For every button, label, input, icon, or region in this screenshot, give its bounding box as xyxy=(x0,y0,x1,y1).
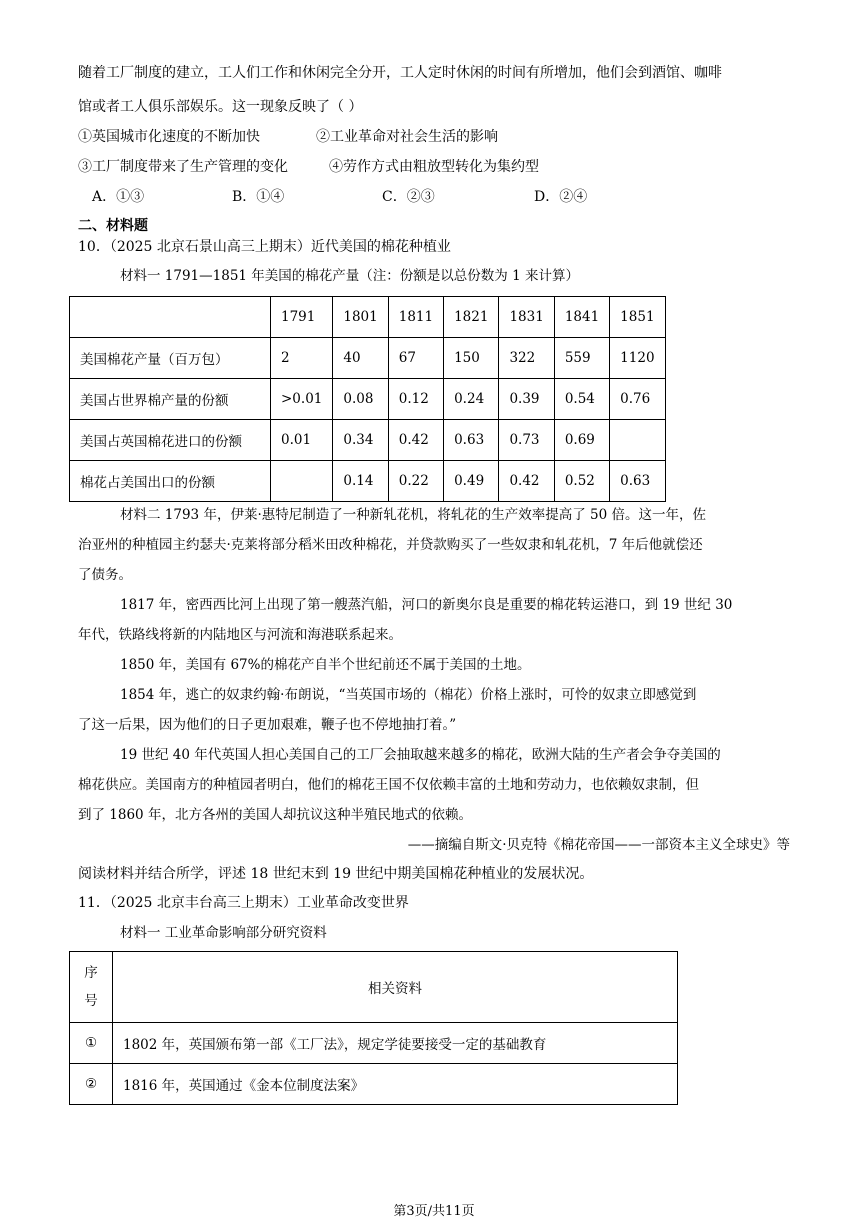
q10-m2-line4: 1817 年，密西西比河上出现了第一艘蒸汽船，河口的新奥尔良是重要的棉花转运港口，到 19 世纪 30 xyxy=(120,597,733,613)
table-cell: 559 xyxy=(554,338,609,379)
table-cell: 1791 xyxy=(271,297,333,338)
table-cell: 1811 xyxy=(388,297,443,338)
table-cell: 1120 xyxy=(610,338,665,379)
q10-m2-line10: 棉花供应。美国南方的种植园者明白，他们的棉花王国不仅依赖丰富的土地和劳动力，也依赖奴隶制，但 xyxy=(78,777,699,793)
table-cell: 0.52 xyxy=(554,461,609,502)
q9-stem-line1: 随着工厂制度的建立，工人们工作和休闲完全分开，工人定时休闲的时间有所增加，他们会到酒馆、咖啡 xyxy=(78,65,722,81)
q10-material1-caption: 材料一 1791—1851 年美国的棉花产量（注：份额是以总份数为 1 来计算） xyxy=(120,268,579,284)
table-cell xyxy=(271,461,333,502)
table-cell: 0.01 xyxy=(271,420,333,461)
table-cell: 40 xyxy=(333,338,388,379)
table-row xyxy=(70,1023,678,1064)
q10-m2-line2: 治亚州的种植园主约瑟夫·克莱将部分稻米田改种棉花，并贷款购买了一些奴隶和轧花机，7 年后他就偿还 xyxy=(78,537,703,553)
q9-statement-2: ②工业革命对社会生活的影响 xyxy=(316,129,498,145)
table-cell: 322 xyxy=(499,338,554,379)
q9-statement-3: ③工厂制度带来了生产管理的变化 xyxy=(78,159,288,175)
table-cell: 0.24 xyxy=(444,379,499,420)
table-cell: 67 xyxy=(388,338,443,379)
table-cell: 美国占世界棉产量的份额 xyxy=(70,379,271,420)
table-cell: 0.42 xyxy=(499,461,554,502)
table-cell: 棉花占美国出口的份额 xyxy=(70,461,271,502)
table-cell: 1802 年，英国颁布第一部《工厂法》，规定学徒要接受一定的基础教育 xyxy=(113,1023,678,1064)
table-cell: >0.01 xyxy=(271,379,333,420)
page-footer: 第3页/共11页 xyxy=(393,1204,475,1219)
table-cell-seq: ① xyxy=(70,1023,113,1064)
q10-m2-line7: 1854 年，逃亡的奴隶约翰·布朗说，“当英国市场的（棉花）价格上涨时，可怜的奴隶立即感觉到 xyxy=(120,687,697,703)
table-cell: 美国棉花产量（百万包） xyxy=(70,338,271,379)
q9-option-a[interactable]: A．①③ xyxy=(92,189,145,205)
table-cell: 1821 xyxy=(444,297,499,338)
table-cell-seq: ② xyxy=(70,1064,113,1105)
table-row xyxy=(70,420,666,461)
q9-option-d[interactable]: D．②④ xyxy=(534,189,588,205)
q10-m2-line1: 材料二 1793 年，伊莱·惠特尼制造了一种新轧花机，将轧花的生产效率提高了 50 倍。这一年，佐 xyxy=(120,507,706,523)
q11-title: 11．（2025 北京丰台高三上期末）工业革命改变世界 xyxy=(78,895,409,911)
q10-m2-line6: 1850 年，美国有 67%的棉花产自半个世纪前还不属于美国的土地。 xyxy=(120,657,531,673)
table-cell: 0.14 xyxy=(333,461,388,502)
table-cell: 1831 xyxy=(499,297,554,338)
table-cell: 1851 xyxy=(610,297,665,338)
table-cell: 1841 xyxy=(554,297,609,338)
table-header-seq: 序号 xyxy=(70,952,113,1023)
table-header-row xyxy=(70,297,666,338)
q10-m2-line5: 年代，铁路线将新的内陆地区与河流和海港联系起来。 xyxy=(78,627,402,643)
q10-question: 阅读材料并结合所学，评述 18 世纪末到 19 世纪中期美国棉花种植业的发展状况。 xyxy=(78,866,594,882)
section-title: 二、材料题 xyxy=(78,218,148,234)
q10-m2-line8: 了这一后果，因为他们的日子更加艰难，鞭子也不停地抽打着。” xyxy=(78,717,457,733)
table-cell: 0.42 xyxy=(388,420,443,461)
table-cell: 1816 年，英国通过《金本位制度法案》 xyxy=(113,1064,678,1105)
q11-material1-caption: 材料一 工业革命影响部分研究资料 xyxy=(120,925,327,941)
table-cell: 1801 xyxy=(333,297,388,338)
q9-statement-1: ①英国城市化速度的不断加快 xyxy=(78,129,260,145)
table-row xyxy=(70,379,666,420)
table-row xyxy=(70,338,666,379)
table-cell: 0.34 xyxy=(333,420,388,461)
q10-source: ——摘编自斯文·贝克特《棉花帝国——一部资本主义全球史》等 xyxy=(407,837,790,853)
table-row xyxy=(70,461,666,502)
table-header-content: 相关资料 xyxy=(113,952,678,1023)
cotton-table xyxy=(69,296,666,502)
table-header-row xyxy=(70,952,678,1023)
table-cell: 0.54 xyxy=(554,379,609,420)
q10-title: 10．（2025 北京石景山高三上期末）近代美国的棉花种植业 xyxy=(78,239,451,255)
table-cell: 2 xyxy=(271,338,333,379)
table-cell: 150 xyxy=(444,338,499,379)
q9-option-b[interactable]: B．①④ xyxy=(232,189,285,205)
table-cell xyxy=(610,420,665,461)
industrial-revolution-table xyxy=(69,951,678,1105)
table-cell: 0.69 xyxy=(554,420,609,461)
table-cell: 0.49 xyxy=(444,461,499,502)
table-cell: 0.63 xyxy=(444,420,499,461)
table-cell: 0.39 xyxy=(499,379,554,420)
table-cell: 0.76 xyxy=(610,379,665,420)
table-cell: 0.73 xyxy=(499,420,554,461)
table-cell: 0.12 xyxy=(388,379,443,420)
table-cell xyxy=(70,297,271,338)
table-cell: 0.08 xyxy=(333,379,388,420)
q9-stem-line2: 馆或者工人俱乐部娱乐。这一现象反映了（ ） xyxy=(78,99,363,115)
q10-m2-line3: 了债务。 xyxy=(78,567,132,583)
table-cell: 美国占英国棉花进口的份额 xyxy=(70,420,271,461)
q10-m2-line9: 19 世纪 40 年代英国人担心美国自己的工厂会抽取越来越多的棉花，欧洲大陆的生产者会争夺美国的 xyxy=(120,747,721,763)
q9-statement-4: ④劳作方式由粗放型转化为集约型 xyxy=(329,159,539,175)
table-row xyxy=(70,1064,678,1105)
q10-m2-line11: 到了 1860 年，北方各州的美国人却抗议这种半殖民地式的依赖。 xyxy=(78,807,472,823)
table-cell: 0.63 xyxy=(610,461,665,502)
table-cell: 0.22 xyxy=(388,461,443,502)
q9-option-c[interactable]: C．②③ xyxy=(382,189,435,205)
